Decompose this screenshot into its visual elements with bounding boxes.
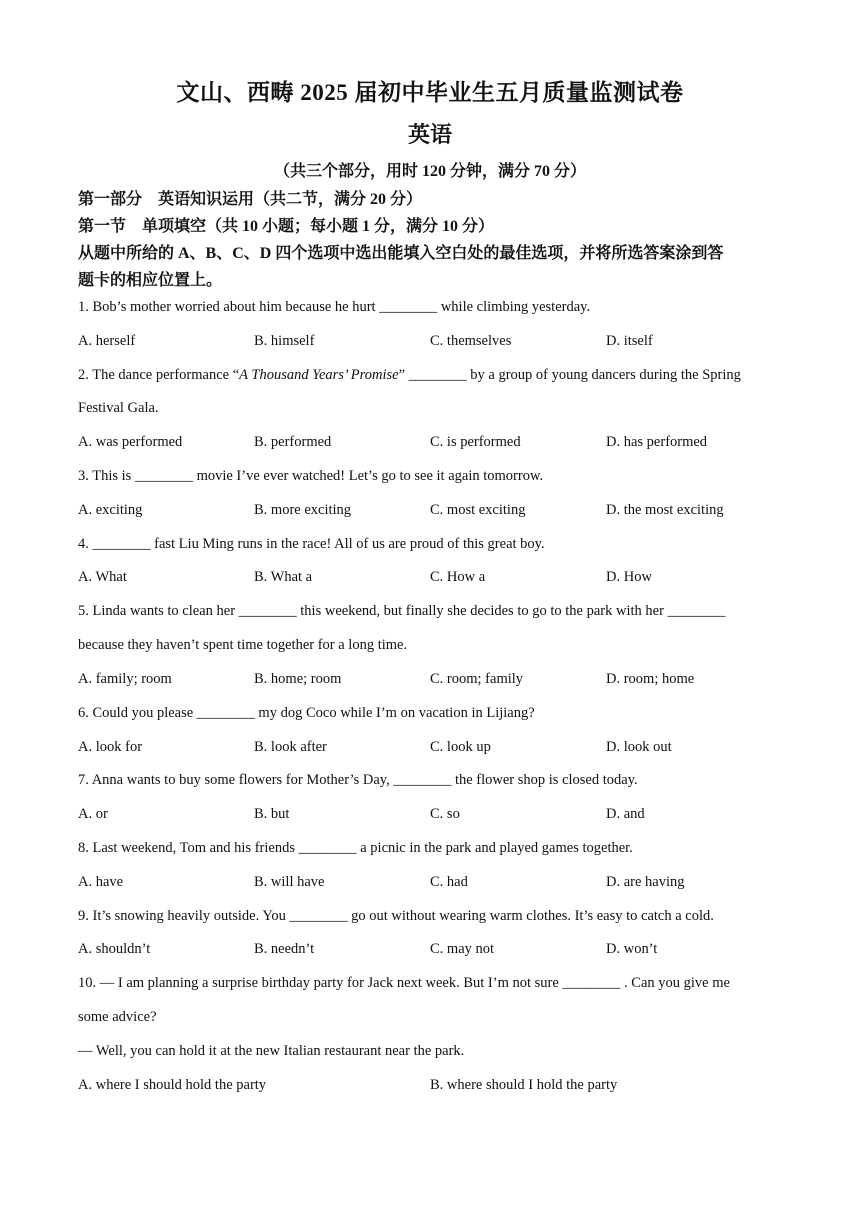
q3-option-d: D. the most exciting xyxy=(606,502,724,518)
q2-stem-end: ” ________ by a group of young dancers during the Spring xyxy=(398,367,741,383)
q5-option-b: B. home; room xyxy=(254,671,342,687)
question-3-stem: 3. This is ________ movie I’ve ever watched! Let’s go to see it again tomorrow. xyxy=(78,468,544,484)
q8-option-c: C. had xyxy=(430,874,468,890)
q1-option-b: B. himself xyxy=(254,333,315,349)
q2-option-b: B. performed xyxy=(254,434,332,450)
q3-option-c: C. most exciting xyxy=(430,502,526,518)
question-5-stem-continued: because they haven’t spent time together for a long time. xyxy=(78,637,408,653)
q7-option-d: D. and xyxy=(606,806,645,822)
instruction-line-2: 题卡的相应位置上。 xyxy=(78,272,223,289)
q4-option-c: C. How a xyxy=(430,569,486,585)
exam-title: 文山、西畴 2025 届初中毕业生五月质量监测试卷 xyxy=(176,80,684,105)
q6-option-d: D. look out xyxy=(606,739,672,755)
subject-title: 英语 xyxy=(407,122,452,147)
question-10-stem-continued: some advice? xyxy=(78,1009,157,1025)
q2-option-c: C. is performed xyxy=(430,434,521,450)
q1-option-c: C. themselves xyxy=(430,333,512,349)
question-2-stem xyxy=(78,367,741,384)
q9-option-c: C. may not xyxy=(430,941,495,957)
q1-option-a: A. herself xyxy=(78,333,136,349)
question-9-stem: 9. It’s snowing heavily outside. You ________ go out without wearing warm clothes. It’s easy to catch a cold. xyxy=(78,908,714,924)
q4-option-d: D. How xyxy=(606,569,652,585)
part-heading: 第一部分 英语知识运用（共二节，满分 20 分） xyxy=(78,191,423,208)
q8-option-b: B. will have xyxy=(254,874,325,890)
q2-option-a: A. was performed xyxy=(78,434,183,450)
question-10-reply: — Well, you can hold it at the new Italian restaurant near the park. xyxy=(78,1043,465,1059)
question-5-stem: 5. Linda wants to clean her ________ this weekend, but finally she decides to go to the park with her ________ xyxy=(78,603,726,619)
q5-option-d: D. room; home xyxy=(606,671,695,687)
q6-option-a: A. look for xyxy=(78,739,143,755)
subsection-heading: 第一节 单项填空（共 10 小题；每小题 1 分，满分 10 分） xyxy=(78,218,495,235)
q8-option-d: D. are having xyxy=(606,874,685,890)
question-8-stem: 8. Last weekend, Tom and his friends ________ a picnic in the park and played games together. xyxy=(78,840,633,856)
q4-option-b: B. What a xyxy=(254,569,313,585)
instruction-line-1: 从题中所给的 A、B、C、D 四个选项中选出能填入空白处的最佳选项，并将所选答案涂到答 xyxy=(78,245,724,262)
question-6-stem: 6. Could you please ________ my dog Coco while I’m on vacation in Lijiang? xyxy=(78,705,535,721)
q9-option-d: D. won’t xyxy=(606,941,658,957)
q8-option-a: A. have xyxy=(78,874,124,890)
q2-option-d: D. has performed xyxy=(606,434,708,450)
q6-option-c: C. look up xyxy=(430,739,491,755)
q2-stem-italic-title: A Thousand Years’ Promise xyxy=(239,367,399,383)
q5-option-c: C. room; family xyxy=(430,671,524,687)
q7-option-b: B. but xyxy=(254,806,290,822)
question-10-stem: 10. — I am planning a surprise birthday party for Jack next week. But I’m not sure ________ . Can you give me xyxy=(78,975,730,991)
q10-option-b: B. where should I hold the party xyxy=(430,1077,618,1093)
q2-stem-start: 2. The dance performance “ xyxy=(78,367,240,383)
q3-option-b: B. more exciting xyxy=(254,502,352,518)
q9-option-a: A. shouldn’t xyxy=(78,941,151,957)
question-7-stem: 7. Anna wants to buy some flowers for Mother’s Day, ________ the flower shop is closed today. xyxy=(78,772,638,788)
q6-option-b: B. look after xyxy=(254,739,327,755)
q9-option-b: B. needn’t xyxy=(254,941,315,957)
q5-option-a: A. family; room xyxy=(78,671,172,687)
q7-option-c: C. so xyxy=(430,806,460,822)
question-2-stem-continued: Festival Gala. xyxy=(78,400,159,416)
q10-option-a: A. where I should hold the party xyxy=(78,1077,267,1093)
q1-option-d: D. itself xyxy=(606,333,653,349)
question-4-stem: 4. ________ fast Liu Ming runs in the race! All of us are proud of this great boy. xyxy=(78,536,545,552)
q3-option-a: A. exciting xyxy=(78,502,143,518)
q7-option-a: A. or xyxy=(78,806,108,822)
q4-option-a: A. What xyxy=(78,569,127,585)
question-1-stem: 1. Bob’s mother worried about him because he hurt ________ while climbing yesterday. xyxy=(78,299,591,315)
exam-info: （共三个部分，用时 120 分钟，满分 70 分） xyxy=(273,163,586,180)
